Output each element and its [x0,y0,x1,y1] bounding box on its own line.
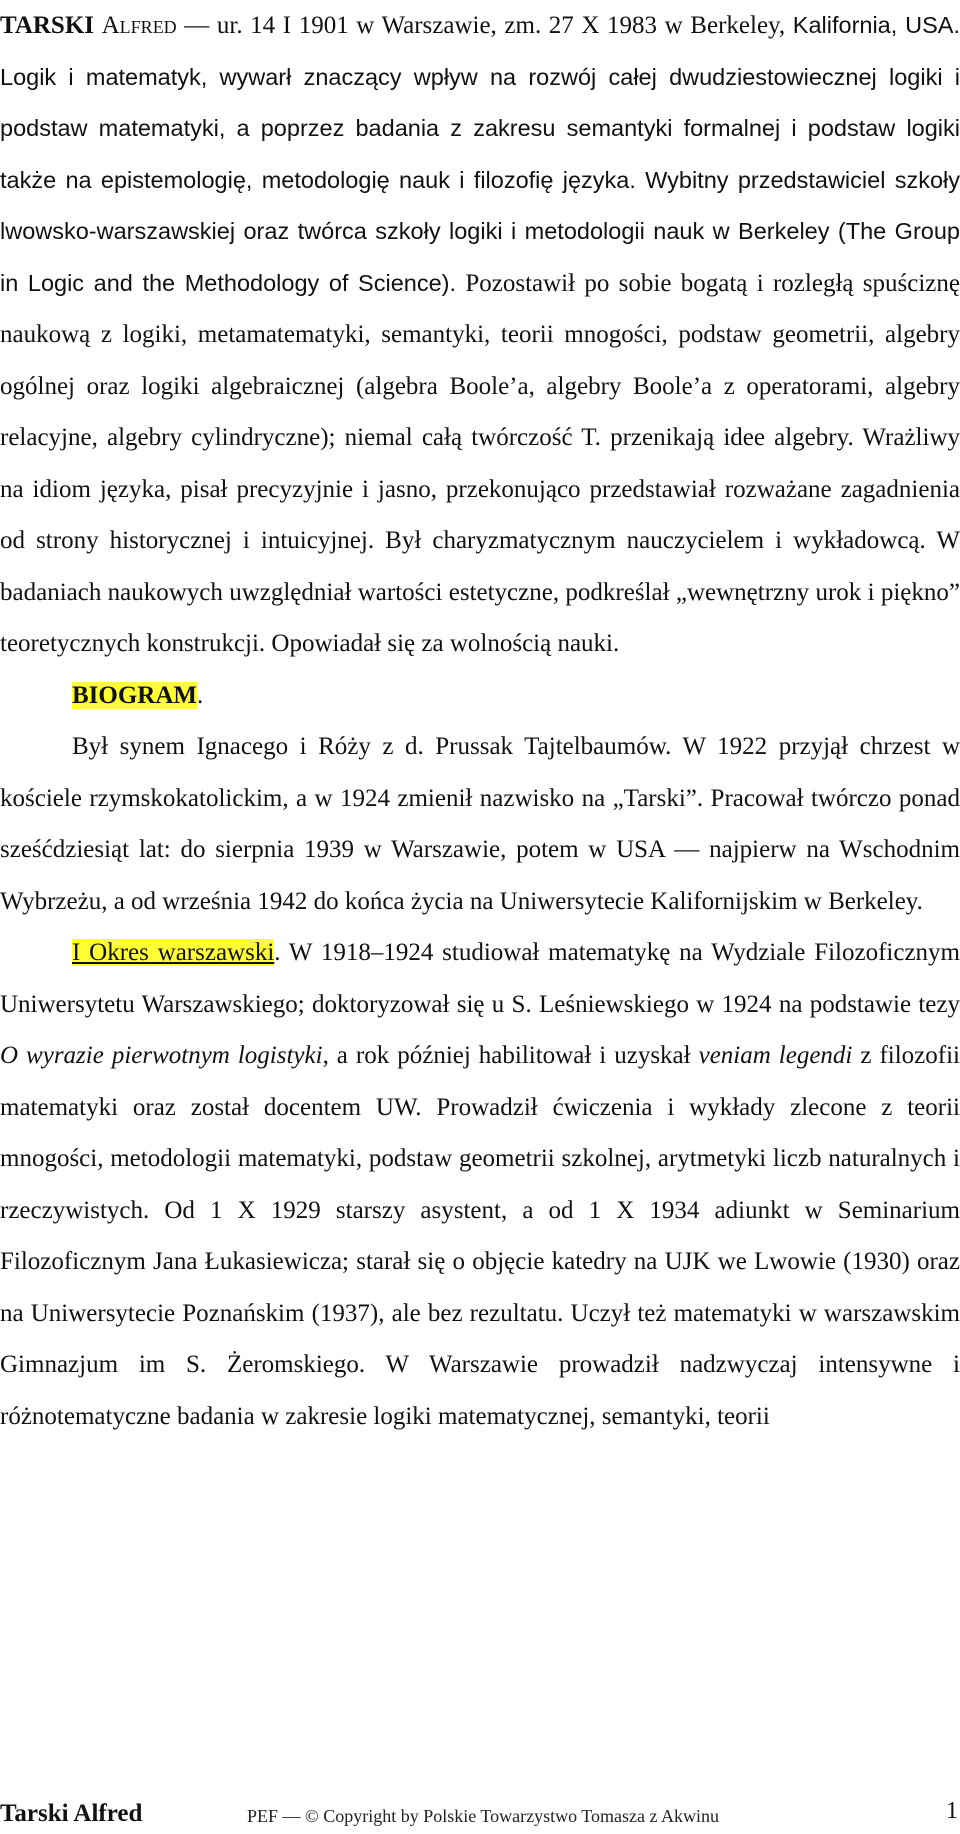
entry-legacy-text: Pozostawił po sobie bogatą i rozległą spuściznę naukową z logiki, metamatematyki, semantyki, teorii mnogości, podstaw geometrii, algebry ogólnej oraz logiki algebraicznej (algebra Boole’a, algebry Boole’a z operatorami, algebry relacyjne, algebry cylindryczne); niemal całą twórczość T. przenikają idee algebry. Wrażliwy na idiom języka, pisał precyzyjnie i jasno, przekonująco przedstawiał rozważane zagadnienia od strony historycznej i intuicyjnej. Był charyzmatycznym nauczycielem i wykładowcą. W badaniach naukowych uwzględniał wartości estetyczne, podkreślał „wewnętrzny urok i piękno” teoretycznych konstrukcji. Opowiadał się za wolnością nauki. [0,269,960,657]
warsaw-period-text-3: z filozofii matematyki oraz został docentem UW. Prowadził ćwiczenia i wykłady zlecone z teorii mnogości, metodologii matematyki, podstaw geometrii szkolnej, arytmetyki liczb naturalnych i rzeczywistych. Od 1 X 1929 starszy asystent, a od 1 X 1934 adiunkt w Seminarium Filozoficznym Jana Łukasiewicza; starał się o objęcie katedry na UJK we Lwowie (1930) oraz na Uniwersytecie Poznańskim (1937), ale bez rezultatu. Uczył też matematyki w warszawskim Gimnazjum im S. Żeromskiego. W Warszawie prowadził nadzwyczaj intensywne i różnotematyczne badania w zakresie logiki matematycznej, semantyki, teorii [0,1042,960,1430]
entry-intro-text: Kalifornia, USA. Logik i matematyk, wywarł znaczący wpływ na rozwój całej dwudziestowiecznej logiki i podstaw matematyki, a poprzez badania z zakresu semantyki formalnej i podstaw logiki także na epistemologię, metodologię nauk i filozofię języka. Wybitny przedstawiciel szkoły lwowsko-warszawskiej oraz twórca szkoły logiki i metodologii nauk w Berkeley (The Group in Logic and the Methodology of Science). [0,12,960,296]
warsaw-period-paragraph [0,927,960,1442]
biogram-paragraph: Był synem Ignacego i Róży z d. Prussak Tajtelbaumów. W 1922 przyjął chrzest w kościele rzymskokatolickim, a w 1924 zmienił nazwisko na „Tarski”. Pracował twórczo ponad sześćdziesiąt lat: do sierpnia 1939 w Warszawie, potem w USA — najpierw na Wschodnim Wybrzeżu, a od września 1942 do końca życia na Uniwersytecie Kalifornijskim w Berkeley. [0,733,960,915]
footer-copyright: PEF — © Copyright by Polskie Towarzystwo Tomasza z Akwinu [247,1806,719,1826]
biogram-heading-line [0,670,960,722]
biogram-heading-punct: . [197,681,204,709]
warsaw-period-text-1: . W 1918–1924 studiował matematykę na Wydziale Filozoficznym Uniwersytetu Warszawskiego; doktoryzował się u S. Leśniewskiego w 1924 na podstawie tezy [0,939,960,1018]
intro-paragraph [0,0,960,670]
biogram-heading: BIOGRAM [72,681,197,709]
entry-firstname: Alfred [101,12,177,39]
entry-bio-dates: — ur. 14 I 1901 w Warszawie, zm. 27 X 1983 w Berkeley, [176,12,786,39]
thesis-title: O wyrazie pierwotnym logistyki [0,1042,323,1069]
page-number: 1 [946,1798,958,1824]
warsaw-period-heading: I Okres warszawski [72,939,275,966]
page-footer [0,1798,960,1834]
entry-surname: TARSKI [0,12,95,39]
veniam-legendi: veniam legendi [698,1042,853,1069]
warsaw-period-text-2: , a rok później habilitował i uzyskał [322,1042,699,1069]
footer-author: Tarski Alfred [0,1800,143,1827]
